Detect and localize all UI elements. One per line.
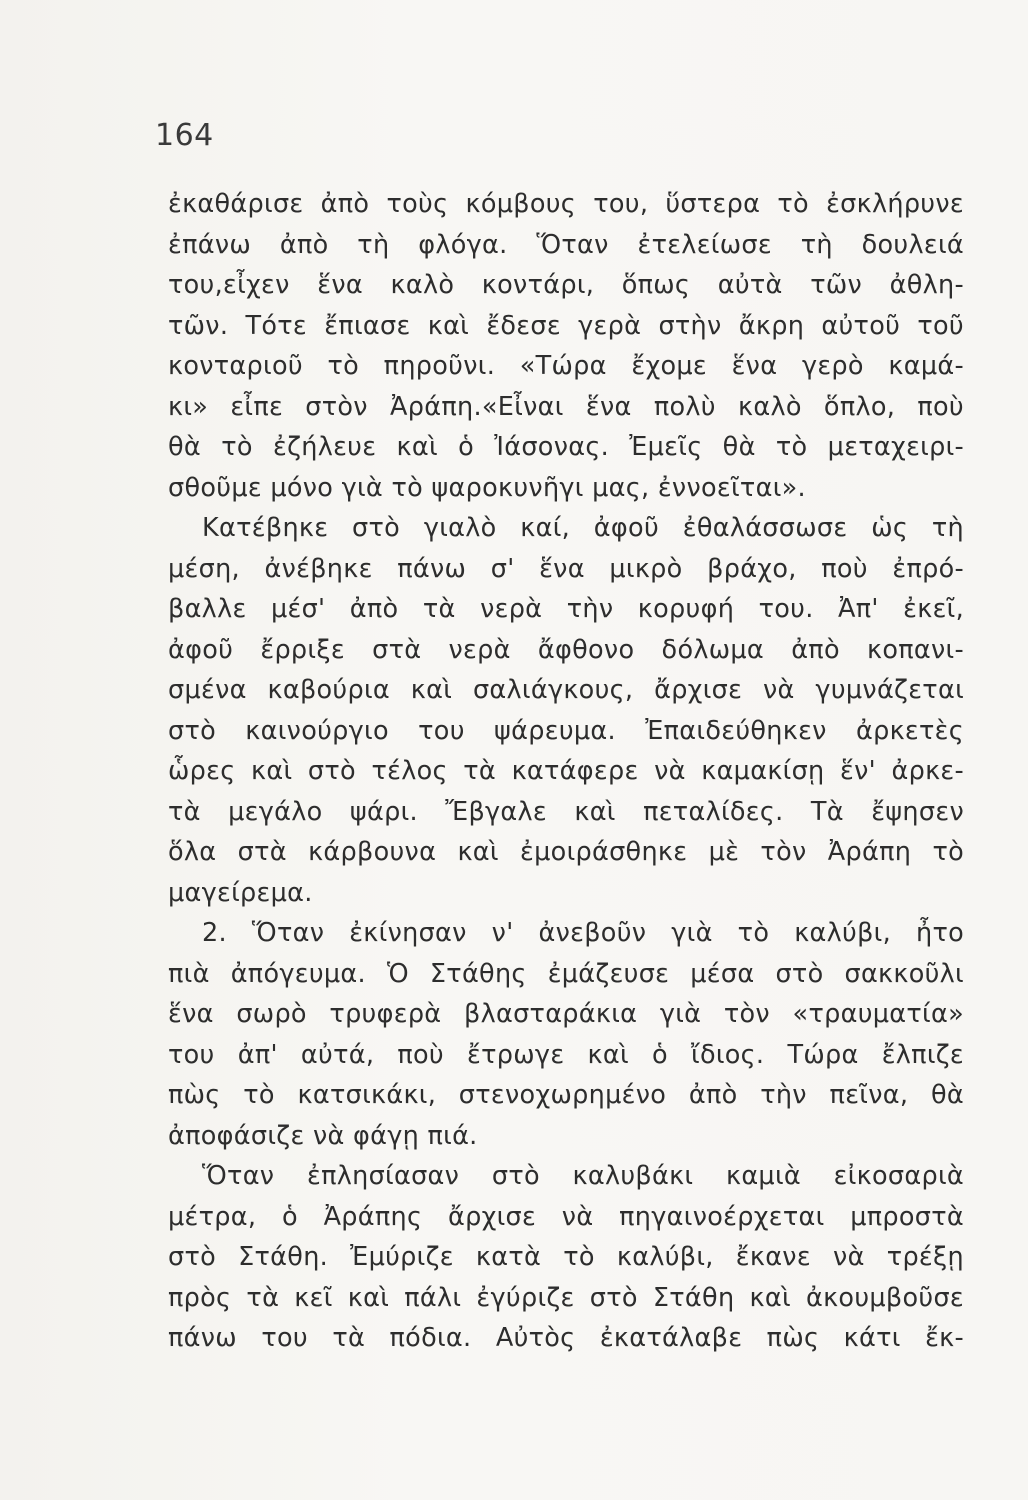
text-line: ἀφοῦ ἔρριξε στὰ νερὰ ἄφθονο δόλωμα ἀπὸ κοπανι-	[168, 634, 964, 665]
paragraph-first-line: 2. Ὅταν ἐκίνησαν ν' ἀνεβοῦν γιὰ τὸ καλύβι, ἦτο	[202, 918, 964, 948]
text-line: σθοῦμε μόνο γιὰ τὸ ψαροκυνῆγι μας, ἐννοεῖται».	[168, 472, 806, 503]
text-line: του,εἶχεν ἕνα καλὸ κοντάρι, ὅπως αὐτὰ τῶν ἀθλη-	[168, 270, 964, 300]
text-line: τῶν. Τότε ἔπιασε καὶ ἔδεσε γερὰ στὴν ἄκρη αὐτοῦ τοῦ	[168, 310, 964, 341]
paragraph-first-line: Κατέβηκε στὸ γιαλὸ καί, ἀφοῦ ἐθαλάσσωσε ὡς τὴ	[202, 513, 964, 543]
page-number: 164	[155, 118, 214, 153]
text-line: μαγείρεμα.	[168, 877, 313, 908]
text-line: πὼς τὸ κατσικάκι, στενοχωρημένο ἀπὸ τὴν πεῖνα, θὰ	[168, 1080, 964, 1110]
text-line: στὸ καινούργιο του ψάρευμα. Ἐπαιδεύθηκεν ἀρκετὲς	[168, 715, 964, 746]
text-line: κι» εἶπε στὸν Ἀράπη.«Εἶναι ἕνα πολὺ καλὸ ὅπλο, ποὺ	[168, 391, 964, 422]
text-line: στὸ Στάθη. Ἐμύριζε κατὰ τὸ καλύβι, ἔκανε νὰ τρέξῃ	[168, 1242, 964, 1272]
text-line: του ἀπ' αὐτά, ποὺ ἔτρωγε καὶ ὁ ἴδιος. Τώρα ἔλπιζε	[168, 1039, 964, 1070]
text-line: ὅλα στὰ κάρβουνα καὶ ἐμοιράσθηκε μὲ τὸν Ἀράπη τὸ	[168, 837, 964, 867]
text-line: ἀποφάσιζε νὰ φάγῃ πιά.	[168, 1120, 478, 1151]
text-line: θὰ τὸ ἐζήλευε καὶ ὁ Ἰάσονας. Ἐμεῖς θὰ τὸ μεταχειρι-	[168, 432, 964, 462]
text-line: μέση, ἀνέβηκε πάνω σ' ἕνα μικρὸ βράχο, ποὺ ἐπρό-	[168, 553, 964, 584]
text-line: κονταριοῦ τὸ πηροῦνι. «Τώρα ἔχομε ἕνα γερὸ καμά-	[168, 351, 964, 381]
text-line: μέτρα, ὁ Ἀράπης ἄρχισε νὰ πηγαινοέρχεται μπροστὰ	[168, 1201, 964, 1232]
body-text	[168, 184, 964, 1359]
paragraph-first-line: Ὅταν ἐπλησίασαν στὸ καλυβάκι καμιὰ εἰκοσαριὰ	[202, 1161, 964, 1191]
text-line: ἐκαθάρισε ἀπὸ τοὺς κόμβους του, ὕστερα τὸ ἐσκλήρυνε	[168, 189, 964, 219]
text-line: ἐπάνω ἀπὸ τὴ φλόγα. Ὅταν ἐτελείωσε τὴ δουλειά	[168, 229, 964, 260]
text-line: πρὸς τὰ κεῖ καὶ πάλι ἐγύριζε στὸ Στάθη καὶ ἀκουμβοῦσε	[168, 1282, 964, 1313]
text-line: πιὰ ἀπόγευμα. Ὁ Στάθης ἐμάζευσε μέσα στὸ σακκοῦλι	[168, 958, 964, 989]
text-line: σμένα καβούρια καὶ σαλιάγκους, ἄρχισε νὰ γυμνάζεται	[168, 675, 964, 705]
text-line: ὧρες καὶ στὸ τέλος τὰ κατάφερε νὰ καμακίσῃ ἕν' ἀρκε-	[168, 756, 964, 786]
text-line: πάνω του τὰ πόδια. Αὐτὸς ἐκατάλαβε πὼς κάτι ἔκ-	[168, 1323, 964, 1353]
text-line: ἕνα σωρὸ τρυφερὰ βλασταράκια γιὰ τὸν «τραυματία»	[168, 999, 964, 1029]
text-line: τὰ μεγάλο ψάρι. Ἔβγαλε καὶ πεταλίδες. Τὰ ἔψησεν	[168, 796, 964, 827]
text-line: βαλλε μέσ' ἀπὸ τὰ νερὰ τὴν κορυφή του. Ἀπ' ἐκεῖ,	[168, 594, 964, 624]
